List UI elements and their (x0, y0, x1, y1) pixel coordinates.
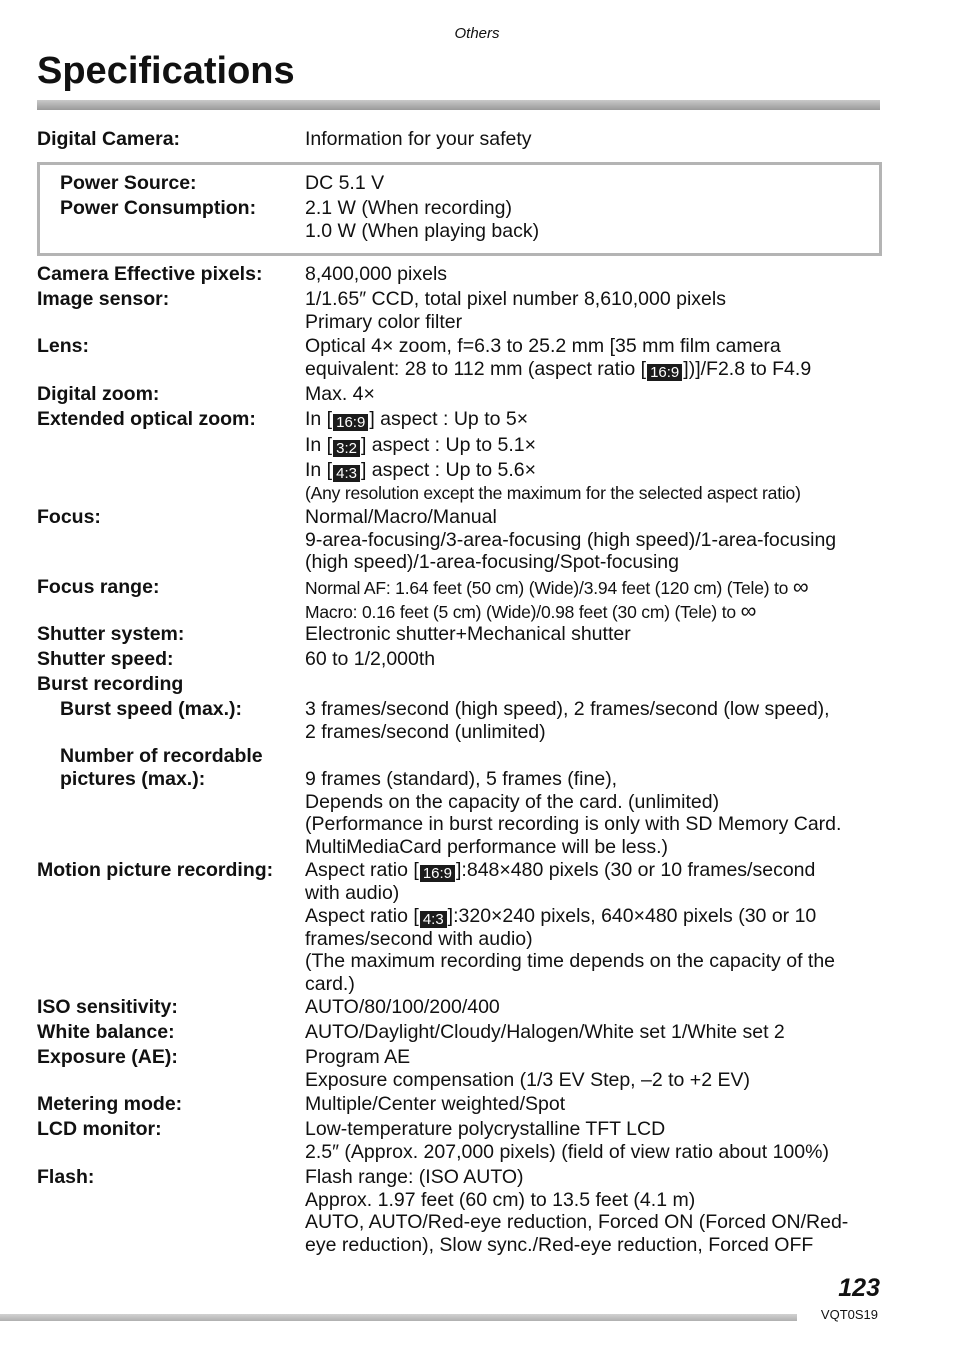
spec-value: Low-temperature polycrystalline TFT LCD 2.5″ (Approx. 207,000 pixels) (field of view ratio about 100%) (305, 1118, 829, 1163)
spec-value: Max. 4× (305, 383, 375, 405)
aspect-ratio-16-9-icon: 16:9 (647, 364, 682, 381)
spec-value: 2.1 W (When recording) 1.0 W (When playing back) (305, 197, 540, 242)
spec-value: Multiple/Center weighted/Spot (305, 1093, 566, 1115)
aspect-ratio-16-9-icon: 16:9 (333, 414, 368, 431)
spec-value: AUTO/80/100/200/400 (305, 996, 500, 1018)
spec-value: 9 frames (standard), 5 frames (fine), Depends on the capacity of the card. (unlimited) (Performance in burst recording is only with SD Memory Card. MultiMediaCard performance will be less.) (305, 768, 842, 858)
spec-label: Shutter speed: (37, 648, 174, 670)
footer-rule (0, 1314, 797, 1321)
spec-label: pictures (max.): (60, 768, 206, 790)
spec-label: Focus: (37, 506, 101, 528)
spec-label: Metering mode: (37, 1093, 183, 1115)
spec-label: Exposure (AE): (37, 1046, 178, 1068)
page-number: 123 (838, 1274, 880, 1302)
spec-label: Camera Effective pixels: (37, 263, 263, 285)
spec-label: ISO sensitivity: (37, 996, 178, 1018)
aspect-ratio-16-9-icon: 16:9 (420, 865, 455, 882)
spec-value: In [ 16:9 ] aspect : Up to 5× In [ 3:2 ] aspect : Up to 5.1× In [ 4:3 ] aspect : Up to 5.6× (Any resolution except the maximum for the selected aspect ratio) (305, 408, 801, 503)
spec-label: Image sensor: (37, 288, 170, 310)
spec-value: 8,400,000 pixels (305, 263, 448, 285)
spec-value: Optical 4× zoom, f=6.3 to 25.2 mm [35 mm film camera equivalent: 28 to 112 mm (aspect ratio [ 16:9 ])]/F2.8 to F4.9 (305, 335, 812, 381)
title-rule (37, 100, 880, 110)
spec-value: Information for your safety (305, 128, 532, 150)
spec-label: Motion picture recording: (37, 859, 274, 881)
spec-value: Normal AF: 1.64 feet (50 cm) (Wide)/3.94 feet (120 cm) (Tele) to ∞ Macro: 0.16 feet (5 cm) (Wide)/0.98 feet (30 cm) (Tele) to ∞ (305, 574, 809, 623)
aspect-ratio-4-3-icon: 4:3 (333, 465, 360, 482)
spec-label: Flash: (37, 1166, 95, 1188)
spec-value: Aspect ratio [ 16:9 ]:848×480 pixels (30 or 10 frames/second with audio) Aspect ratio [ 4:3 ]:320×240 pixels, 640×480 pixels (30 or 10 frames/second with audio) (The maximum recording time depends on the capacity of the card.) (305, 859, 836, 995)
spec-label: White balance: (37, 1021, 175, 1043)
spec-value: AUTO/Daylight/Cloudy/Halogen/White set 1/White set 2 (305, 1021, 785, 1043)
section-label: Others (454, 25, 500, 42)
spec-value: Electronic shutter+Mechanical shutter (305, 623, 631, 645)
spec-value: 3 frames/second (high speed), 2 frames/second (low speed), 2 frames/second (unlimited) (305, 698, 830, 743)
spec-label: Digital zoom: (37, 383, 160, 405)
aspect-ratio-4-3-icon: 4:3 (420, 911, 447, 928)
spec-label: Focus range: (37, 576, 160, 598)
spec-label: Number of recordable (60, 745, 263, 767)
infinity-icon: ∞ (740, 597, 757, 623)
spec-value: Normal/Macro/Manual 9-area-focusing/3-area-focusing (high speed)/1-area-focusing (high speed)/1-area-focusing/Spot-focusing (305, 506, 837, 573)
spec-value: DC 5.1 V (305, 172, 385, 194)
spec-value: 60 to 1/2,000th (305, 648, 436, 670)
document-code: VQT0S19 (820, 1307, 878, 1322)
spec-value: 1/1.65″ CCD, total pixel number 8,610,000 pixels Primary color filter (305, 288, 726, 333)
spec-label: Power Consumption: (60, 197, 257, 219)
page-title: Specifications (37, 50, 295, 92)
aspect-ratio-3-2-icon: 3:2 (333, 440, 360, 457)
spec-label: LCD monitor: (37, 1118, 162, 1140)
spec-label: Power Source: (60, 172, 197, 194)
spec-value: Program AE Exposure compensation (1/3 EV Step, –2 to +2 EV) (305, 1046, 750, 1091)
spec-label: Burst recording (37, 673, 184, 695)
spec-label: Extended optical zoom: (37, 408, 256, 430)
spec-label: Shutter system: (37, 623, 185, 645)
spec-label: Lens: (37, 335, 90, 357)
spec-value: Flash range: (ISO AUTO) Approx. 1.97 feet (60 cm) to 13.5 feet (4.1 m) AUTO, AUTO/Red-eye reduction, Forced ON (Forced ON/Red- eye reduction), Slow sync./Red-eye reduction, Forced OFF (305, 1166, 849, 1256)
spec-label: Digital Camera: (37, 128, 181, 150)
infinity-icon: ∞ (792, 574, 809, 599)
spec-label: Burst speed (max.): (60, 698, 243, 720)
